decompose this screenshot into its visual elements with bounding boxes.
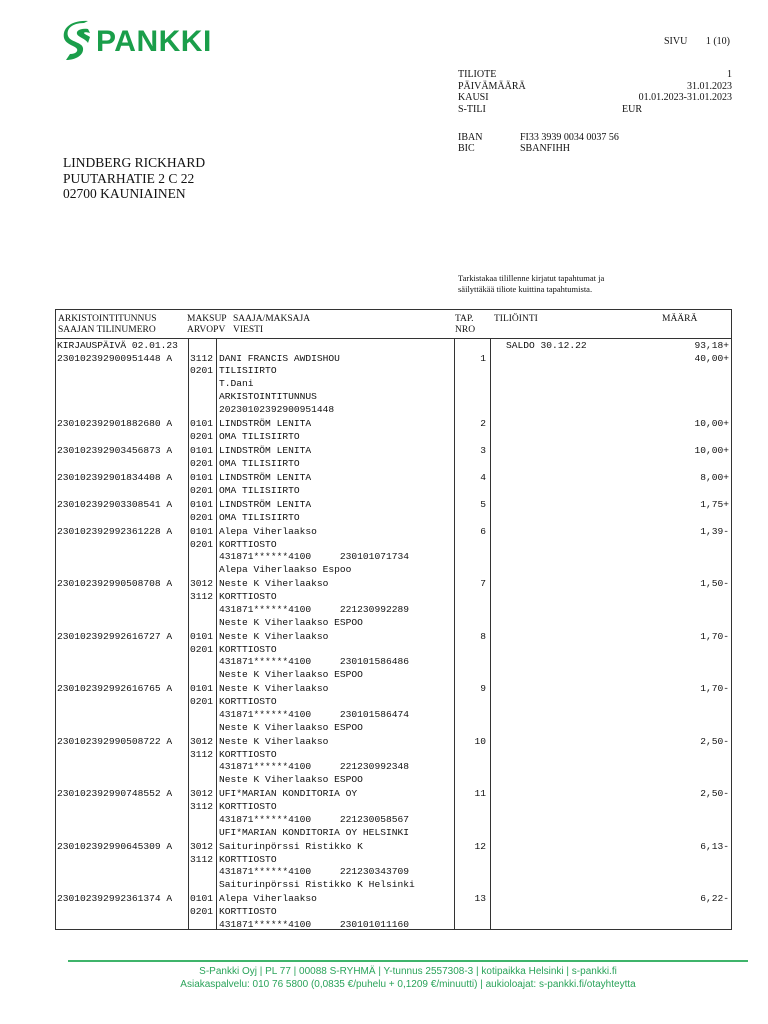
transaction-text: Neste K Viherlaakso ESPOO	[219, 669, 363, 680]
transaction-code: 0201	[190, 696, 214, 707]
transaction-code: 0101	[190, 444, 214, 456]
transaction-code: 0101	[190, 498, 214, 510]
transaction-text: OMA TILISIIRTO	[219, 430, 300, 442]
transaction-amount: 10,00+	[694, 444, 729, 456]
transaction-nro: 11	[474, 788, 486, 800]
transaction-archive-id: 230102392990508708 A	[57, 578, 173, 590]
transaction-text: Neste K Viherlaakso	[219, 683, 329, 695]
customer-city: 02700 KAUNIAINEN	[63, 186, 186, 201]
transaction-text: OMA TILISIIRTO	[219, 511, 300, 523]
transaction-nro: 8	[480, 630, 486, 642]
transaction-text: KORTTIOSTO	[219, 643, 277, 655]
transaction-code: 0201	[190, 906, 214, 917]
transaction-code: 0201	[190, 457, 214, 469]
transaction-text: Alepa Viherlaakso Espoo	[219, 564, 352, 575]
transaction-text: UFI*MARIAN KONDITORIA OY HELSINKI	[219, 826, 409, 838]
transaction-text: Neste K Viherlaakso ESPOO	[219, 616, 363, 628]
transaction-archive-id: 230102392901882680 A	[57, 417, 173, 429]
statement-field-value: 1	[727, 69, 732, 80]
transaction-nro: 12	[474, 840, 486, 852]
statement-field-value: EUR	[622, 103, 642, 115]
col-tap-line1: TAP.	[455, 314, 474, 324]
transaction-archive-id: 230102392992361374 A	[57, 893, 173, 905]
notice-line-2: säilyttäkää tiliote kuittina tapahtumista.	[458, 283, 593, 294]
bank-logo	[62, 20, 212, 64]
transaction-code: 3112	[190, 748, 214, 760]
transaction-amount: 6,13-	[700, 840, 729, 852]
transaction-amount: 1,75+	[700, 498, 729, 510]
statement-field-label: TILIOTE	[458, 69, 497, 80]
transaction-text: Neste K Viherlaakso	[219, 735, 329, 747]
transaction-text: Neste K Viherlaakso	[219, 630, 329, 642]
transaction-nro: 7	[480, 578, 486, 590]
col-tilointi: TILIÖINTI	[494, 314, 538, 324]
transaction-text: 431871******4100 230101071734	[219, 551, 409, 563]
transaction-code: 3012	[190, 578, 214, 590]
col-maksup	[187, 314, 227, 336]
transaction-text: Saiturinpörssi Ristikko K Helsinki	[219, 879, 415, 890]
transaction-text: KORTTIOSTO	[219, 906, 277, 917]
transaction-amount: 6,22-	[700, 893, 729, 905]
statement-field	[458, 81, 732, 93]
col-tap	[455, 314, 475, 336]
transaction-text: OMA TILISIIRTO	[219, 457, 300, 469]
transaction-code: 3112	[190, 591, 214, 602]
transaction-code: 3112	[190, 352, 214, 364]
transaction-amount: 1,50-	[700, 578, 729, 590]
page-label: SIVU	[664, 36, 688, 47]
transaction-archive-id: 230102392990645309 A	[57, 840, 173, 852]
transaction-text: Neste K Viherlaakso ESPOO	[219, 774, 363, 785]
col-maksup-line1: MAKSUP	[187, 314, 227, 324]
transaction-amount: 2,50-	[700, 735, 729, 747]
transaction-text: LINDSTRÖM LENITA	[219, 444, 312, 456]
transaction-code: 0101	[190, 683, 214, 695]
transaction-text: 431871******4100 221230992348	[219, 761, 409, 773]
transaction-text: KORTTIOSTO	[219, 748, 277, 760]
bic-value: SBANFIHH	[520, 143, 571, 154]
transaction-amount: 40,00+	[694, 352, 729, 364]
footer-line-2: Asiakaspalvelu: 010 76 5800 (0,0835 €/puhelu + 0,1209 €/minuutti) | aukioloajat: s-pankki.fi/otayhteytta	[180, 979, 636, 990]
transaction-code: 3112	[190, 801, 214, 812]
column-divider	[216, 339, 217, 930]
transaction-text: 431871******4100 230101586486	[219, 656, 409, 668]
transaction-code: 0201	[190, 484, 214, 496]
transaction-text: Neste K Viherlaakso	[219, 578, 329, 590]
page-value: 1 (10)	[705, 36, 730, 47]
transaction-nro: 3	[480, 444, 486, 456]
transaction-text: 431871******4100 221230058567	[219, 813, 409, 825]
transaction-nro: 10	[474, 735, 486, 747]
col-archive-line2: SAAJAN TILINUMERO	[58, 325, 156, 335]
transaction-text: KORTTIOSTO	[219, 696, 277, 707]
col-amount: MÄÄRÄ	[662, 314, 698, 324]
transaction-archive-id: 230102392903308541 A	[57, 498, 173, 510]
table-header-divider	[55, 338, 732, 339]
col-tap-line2: NRO	[455, 325, 476, 335]
bic-label: BIC	[458, 143, 475, 154]
customer-street: PUUTARHATIE 2 C 22	[63, 170, 195, 186]
transaction-text: Alepa Viherlaakso	[219, 525, 317, 537]
statement-field-label: PÄIVÄMÄÄRÄ	[458, 80, 526, 92]
transaction-code: 0101	[190, 471, 214, 483]
transaction-text: KORTTIOSTO	[219, 538, 277, 550]
statement-info	[458, 69, 732, 115]
iban-label: IBAN	[458, 132, 483, 143]
transaction-text: 431871******4100 230101586474	[219, 708, 409, 720]
transaction-archive-id: 230102392992616727 A	[57, 630, 173, 642]
transaction-text: T.Dani	[219, 378, 254, 389]
transaction-archive-id: 230102392990508722 A	[57, 735, 173, 747]
transaction-nro: 5	[480, 498, 486, 510]
brand-name: PANKKI	[96, 25, 212, 58]
notice	[458, 273, 604, 294]
transaction-text: LINDSTRÖM LENITA	[219, 417, 312, 429]
transaction-archive-id: 230102392990748552 A	[57, 788, 173, 800]
transaction-text: LINDSTRÖM LENITA	[219, 498, 312, 510]
transaction-text: Neste K Viherlaakso ESPOO	[219, 721, 363, 733]
transaction-amount: 8,00+	[700, 471, 729, 483]
transaction-amount: 1,70-	[700, 683, 729, 695]
transaction-text: UFI*MARIAN KONDITORIA OY	[219, 788, 358, 800]
footer-divider	[68, 960, 748, 962]
transaction-code: 0201	[190, 511, 214, 523]
transaction-code: 0101	[190, 630, 214, 642]
transaction-text: ARKISTOINTITUNNUS	[219, 390, 317, 402]
statement-field-label: KAUSI	[458, 92, 489, 103]
col-payee-line1: SAAJA/MAKSAJA	[233, 314, 311, 324]
footer-line-1: S-Pankki Oyj | PL 77 | 00088 S-RYHMÄ | Y-tunnus 2557308-3 | kotipaikka Helsinki | s-pankki.fi	[199, 966, 617, 977]
transaction-code: 3112	[190, 853, 214, 865]
transaction-amount: 2,50-	[700, 788, 729, 800]
transaction-text: OMA TILISIIRTO	[219, 484, 300, 496]
transaction-text: DANI FRANCIS AWDISHOU	[219, 352, 340, 364]
transaction-code: 0201	[190, 538, 214, 550]
transaction-nro: 1	[480, 352, 486, 364]
transaction-archive-id: 230102392992616765 A	[57, 683, 173, 695]
transaction-code: 0101	[190, 525, 214, 537]
transaction-archive-id: 230102392992361228 A	[57, 525, 173, 537]
transaction-text: Saiturinpörssi Ristikko K	[219, 840, 363, 852]
col-archive-line1: ARKISTOINTITUNNUS	[58, 314, 157, 324]
transaction-code: 0201	[190, 643, 214, 655]
transaction-text: 431871******4100 230101011160	[219, 918, 409, 930]
transaction-code: 3012	[190, 788, 214, 800]
customer-name: LINDBERG RICKHARD	[63, 155, 206, 170]
customer-address	[63, 155, 205, 202]
transaction-archive-id: 230102392900951448 A	[57, 352, 173, 364]
statement-field	[458, 69, 732, 81]
transaction-text: 20230102392900951448	[219, 403, 335, 415]
transaction-nro: 6	[480, 525, 486, 537]
col-payee	[233, 314, 310, 336]
transaction-code: 3012	[190, 735, 214, 747]
saldo-amount: 93,18+	[694, 340, 729, 351]
saldo-label: SALDO 30.12.22	[506, 340, 587, 351]
s-logo-icon	[62, 20, 92, 64]
transaction-code: 0101	[190, 893, 214, 905]
column-divider	[188, 339, 189, 930]
transaction-amount: 10,00+	[694, 417, 729, 429]
transaction-archive-id: 230102392901834408 A	[57, 471, 173, 483]
transaction-amount: 1,70-	[700, 630, 729, 642]
transaction-code: 0201	[190, 365, 214, 377]
transaction-amount: 1,39-	[700, 525, 729, 537]
transaction-text: 431871******4100 221230343709	[219, 866, 409, 878]
transaction-text: KORTTIOSTO	[219, 591, 277, 602]
transaction-code: 0201	[190, 430, 214, 442]
transaction-nro: 2	[480, 417, 486, 429]
notice-line-1: Tarkistakaa tilillenne kirjatut tapahtumat ja	[458, 273, 605, 283]
transaction-nro: 9	[480, 683, 486, 695]
statement-field-value: 01.01.2023-31.01.2023	[638, 92, 732, 103]
transaction-archive-id: 230102392903456873 A	[57, 444, 173, 456]
statement-field	[458, 104, 732, 116]
transaction-text: LINDSTRÖM LENITA	[219, 471, 312, 483]
transaction-code: 3012	[190, 840, 214, 852]
transaction-code: 0101	[190, 417, 214, 429]
column-divider	[454, 339, 455, 930]
column-divider	[490, 339, 491, 930]
transaction-nro: 13	[474, 893, 486, 905]
col-payee-line2: VIESTI	[233, 325, 264, 335]
statement-field	[458, 92, 732, 104]
statement-field-label: S-TILI	[458, 103, 486, 115]
transaction-nro: 4	[480, 471, 486, 483]
col-maksup-line2: ARVOPV	[187, 325, 226, 335]
transaction-text: KORTTIOSTO	[219, 853, 277, 865]
col-archive	[58, 314, 157, 336]
statement-field-value: 31.01.2023	[687, 80, 732, 92]
iban-value: FI33 3939 0034 0037 56	[520, 132, 619, 143]
booking-date: KIRJAUSPÄIVÄ 02.01.23	[57, 340, 178, 351]
transaction-text: KORTTIOSTO	[219, 801, 277, 812]
transaction-text: 431871******4100 221230992289	[219, 603, 409, 615]
transaction-text: Alepa Viherlaakso	[219, 893, 317, 905]
transaction-text: TILISIIRTO	[219, 365, 277, 377]
